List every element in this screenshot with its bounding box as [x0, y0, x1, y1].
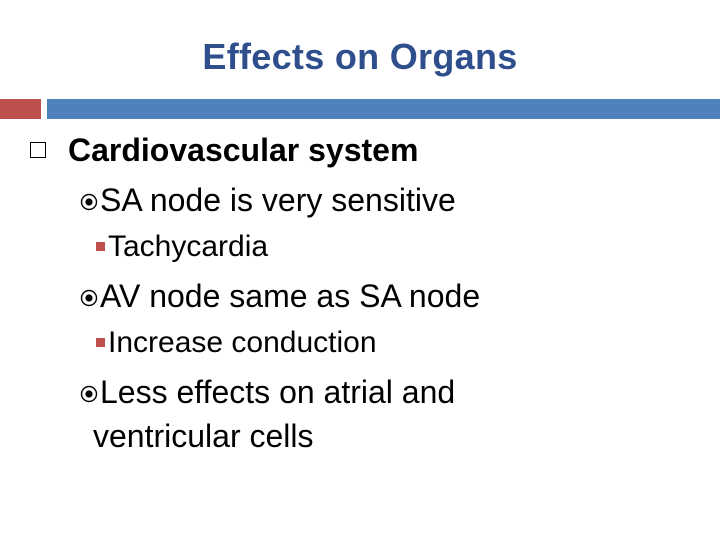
bullet-text: SA node is very sensitive [100, 182, 456, 218]
bullet-text: Tachycardia [108, 230, 269, 263]
target-bullet-icon [80, 182, 98, 219]
bullet-text: Increase conduction [108, 326, 377, 359]
accent-bar-right [47, 99, 720, 119]
square-bullet-icon [96, 242, 105, 251]
square-bullet-icon [96, 338, 105, 347]
bullet-level2 [80, 278, 480, 317]
bullet-level3 [96, 230, 268, 264]
bullet-level2 [80, 182, 456, 221]
bullet-level3 [96, 326, 377, 360]
bullet-level2 [80, 374, 455, 413]
bullet-text: Cardiovascular system [68, 132, 419, 168]
accent-bar-left [0, 99, 41, 119]
target-bullet-icon [80, 278, 98, 315]
bullet-text: ventricular cells [93, 418, 314, 454]
checkbox-icon [30, 142, 46, 158]
bullet-text: Less effects on atrial and [100, 374, 456, 410]
bullet-continuation [93, 418, 314, 455]
slide-title: Effects on Organs [202, 36, 518, 77]
bullet-text: AV node same as SA node [100, 278, 481, 314]
target-bullet-icon [80, 374, 98, 411]
bullet-level1 [30, 132, 418, 169]
